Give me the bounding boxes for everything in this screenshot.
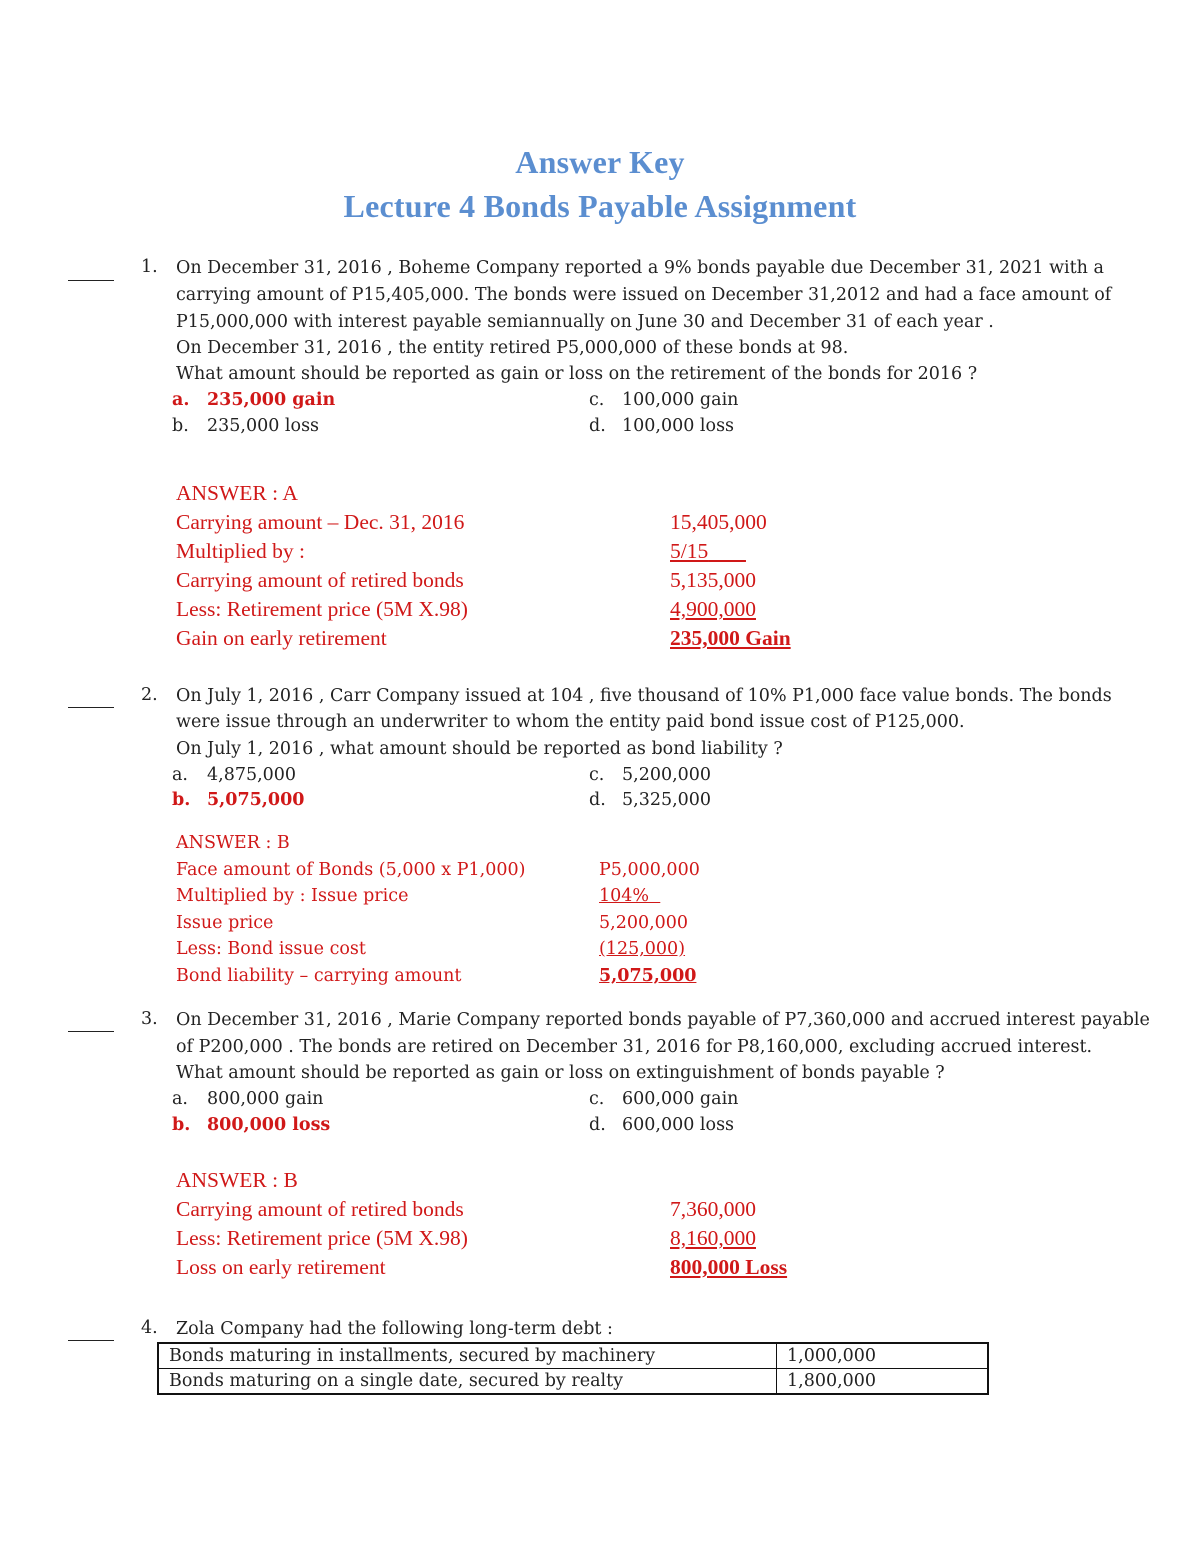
q2-answer-heading: ANSWER : B xyxy=(176,833,290,853)
q2-answer-total: 5,075,000 xyxy=(599,966,697,986)
debt-label: Bonds maturing in installments, secured by machinery xyxy=(158,1343,777,1369)
long-term-debt-table xyxy=(157,1342,989,1395)
q1-answer-heading: ANSWER : A xyxy=(176,481,298,505)
q2-answer-label: Multiplied by : Issue price xyxy=(176,886,409,906)
q2-answer-value: 5,200,000 xyxy=(599,913,689,933)
answer-blank-2 xyxy=(68,707,114,708)
q1-choice-b: 235,000 loss xyxy=(207,416,320,436)
q1-choice-a: 235,000 gain xyxy=(207,390,336,410)
debt-label: Bonds maturing on a single date, secured by realty xyxy=(158,1369,777,1395)
q1-answer-total: 235,000 Gain xyxy=(670,626,791,650)
q3-choice-d-letter: d. xyxy=(589,1115,606,1135)
q1-choice-c: 100,000 gain xyxy=(622,390,739,410)
q3-answer-total: 800,000 Loss xyxy=(670,1255,788,1279)
q1-choice-a-letter: a. xyxy=(172,390,190,410)
question-1-line-2: carrying amount of P15,405,000. The bonds were issued on December 31,2012 and had a face amount of xyxy=(176,285,1112,305)
q2-answer-label: Face amount of Bonds (5,000 x P1,000) xyxy=(176,860,526,880)
q2-answer-value: P5,000,000 xyxy=(599,860,700,880)
question-3-line-1: On December 31, 2016 , Marie Company reported bonds payable of P7,360,000 and accrued interest payable xyxy=(176,1010,1150,1030)
q1-choice-d: 100,000 loss xyxy=(622,416,735,436)
question-1-line-5: What amount should be reported as gain or loss on the retirement of the bonds for 2016 ? xyxy=(176,364,978,384)
q1-answer-label: Multiplied by : xyxy=(176,539,305,563)
q2-choice-d: 5,325,000 xyxy=(622,790,712,810)
answer-blank-1 xyxy=(68,280,114,281)
q1-answer-label: Carrying amount of retired bonds xyxy=(176,568,464,592)
question-number-2: 2. xyxy=(141,685,158,705)
question-2-line-2: were issue through an underwriter to whom the entity paid bond issue cost of P125,000. xyxy=(176,712,965,732)
q1-answer-value: 5/15 xyxy=(670,539,709,563)
q3-answer-label: Carrying amount of retired bonds xyxy=(176,1197,464,1221)
q3-choice-a-letter: a. xyxy=(172,1089,188,1109)
q3-answer-value: 8,160,000 xyxy=(670,1226,756,1250)
q3-answer-heading: ANSWER : B xyxy=(176,1168,298,1192)
q2-choice-a: 4,875,000 xyxy=(207,765,297,785)
debt-amount: 1,800,000 xyxy=(777,1369,989,1395)
q3-choice-c: 600,000 gain xyxy=(622,1089,739,1109)
q2-answer-value: 104% xyxy=(599,886,650,906)
question-number-1: 1. xyxy=(141,257,158,277)
answer-blank-3 xyxy=(68,1031,114,1032)
question-3-line-2: of P200,000 . The bonds are retired on December 31, 2016 for P8,160,000, excluding accrued interest. xyxy=(176,1037,1093,1057)
q3-choice-a: 800,000 gain xyxy=(207,1089,324,1109)
q3-answer-label: Loss on early retirement xyxy=(176,1255,386,1279)
q1-choice-b-letter: b. xyxy=(172,416,189,436)
question-number-3: 3. xyxy=(141,1009,158,1029)
answer-blank-4 xyxy=(68,1340,114,1341)
q2-choice-c-letter: c. xyxy=(589,765,605,785)
q2-choice-d-letter: d. xyxy=(589,790,606,810)
q1-answer-label: Less: Retirement price (5M X.98) xyxy=(176,597,468,621)
page-subtitle: Lecture 4 Bonds Payable Assignment xyxy=(343,188,857,224)
q3-choice-b-letter: b. xyxy=(172,1115,191,1135)
q1-answer-value: 5,135,000 xyxy=(670,568,756,592)
q2-answer-value: (125,000) xyxy=(599,939,686,959)
q2-answer-label: Bond liability – carrying amount xyxy=(176,966,462,986)
q2-choice-c: 5,200,000 xyxy=(622,765,712,785)
q1-choice-d-letter: d. xyxy=(589,416,606,436)
q1-choice-c-letter: c. xyxy=(589,390,605,410)
q2-choice-b-letter: b. xyxy=(172,790,191,810)
q1-answer-value: 15,405,000 xyxy=(670,510,767,534)
q2-answer-label: Issue price xyxy=(176,913,274,933)
table-row xyxy=(158,1343,988,1369)
debt-amount: 1,000,000 xyxy=(777,1343,989,1369)
question-2-line-3: On July 1, 2016 , what amount should be reported as bond liability ? xyxy=(176,739,783,759)
q3-answer-value: 7,360,000 xyxy=(670,1197,756,1221)
table-row xyxy=(158,1369,988,1395)
page-title: Answer Key xyxy=(515,144,685,180)
q3-choice-b: 800,000 loss xyxy=(207,1115,331,1135)
q3-choice-d: 600,000 loss xyxy=(622,1115,735,1135)
q1-answer-value: 4,900,000 xyxy=(670,597,756,621)
q2-choice-a-letter: a. xyxy=(172,765,188,785)
question-2-line-1: On July 1, 2016 , Carr Company issued at 104 , five thousand of 10% P1,000 face value bonds. The bonds xyxy=(176,686,1112,706)
q3-answer-label: Less: Retirement price (5M X.98) xyxy=(176,1226,468,1250)
q1-answer-label: Gain on early retirement xyxy=(176,626,387,650)
question-1-line-4: On December 31, 2016 , the entity retired P5,000,000 of these bonds at 98. xyxy=(176,338,849,358)
q2-choice-b: 5,075,000 xyxy=(207,790,305,810)
q2-answer-label: Less: Bond issue cost xyxy=(176,939,366,959)
question-4-intro: Zola Company had the following long-term debt : xyxy=(176,1319,613,1339)
q1-answer-label: Carrying amount – Dec. 31, 2016 xyxy=(176,510,465,534)
q3-choice-c-letter: c. xyxy=(589,1089,605,1109)
question-3-line-3: What amount should be reported as gain or loss on extinguishment of bonds payable ? xyxy=(176,1063,945,1083)
question-1-line-3: P15,000,000 with interest payable semiannually on June 30 and December 31 of each year . xyxy=(176,312,994,332)
question-number-4: 4. xyxy=(141,1318,158,1338)
question-1-line-1: On December 31, 2016 , Boheme Company reported a 9% bonds payable due December 31, 2021 with a xyxy=(176,258,1104,278)
